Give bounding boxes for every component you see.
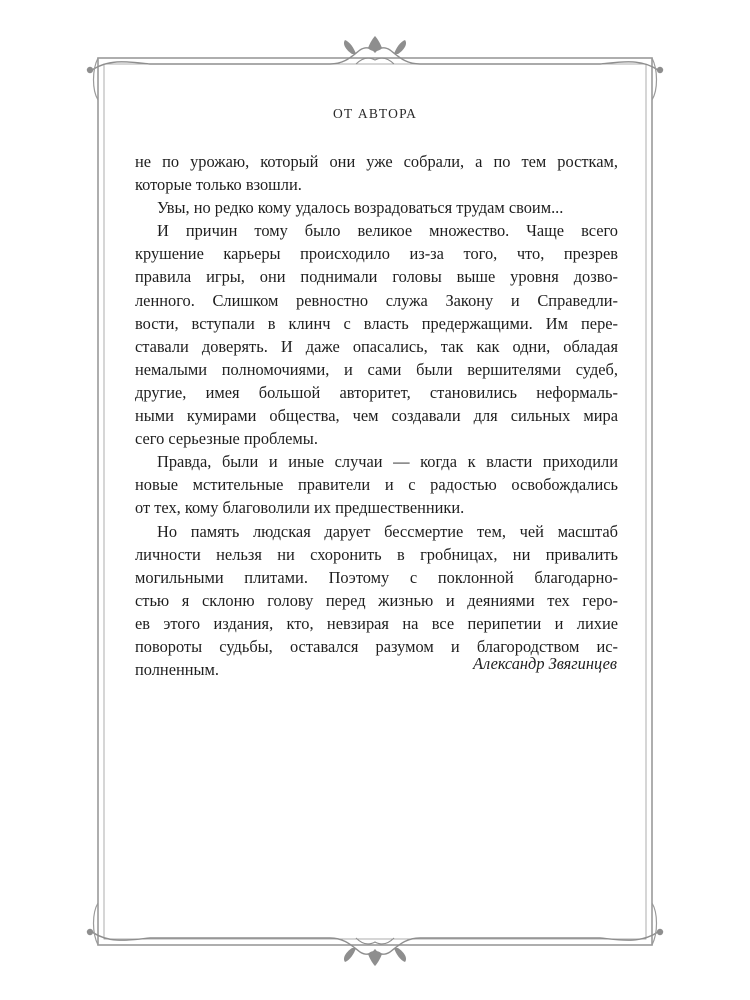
text-line: стью я склоню голову перед жизнью и деяниями тех геро- (135, 590, 618, 610)
text-line: ленного. Слишком ревностно служа Закону и Справедли- (135, 290, 618, 310)
text-line: Правда, были и иные случаи — когда к власти приходили (157, 452, 618, 472)
text-line: могильными плитами. Поэтому с поклонной благодарно- (135, 567, 618, 587)
paragraph-1 (135, 150, 618, 196)
text-line: повороты судьбы, оставался разумом и благородством ис- (135, 636, 618, 656)
text-line: немалыми полномочиями, и сами были вершителями судеб, (135, 359, 618, 379)
text-line: другие, имея большой авторитет, становились неформаль- (135, 382, 618, 402)
text-line: вости, вступали в клинч с власть предержащими. Им пере- (135, 313, 618, 333)
text-line: правила игры, они поднимали головы выше уровня дозво- (135, 267, 618, 287)
text-line: ными кумирами общества, чем создавали для сильных мира (135, 406, 618, 426)
running-title: ОТ АВТОРА (332, 106, 418, 121)
text-line: Но память людская дарует бессмертие тем, чей масштаб (157, 521, 618, 541)
text-line: от тех, кому благоволили их предшественники. (135, 498, 465, 518)
paragraph-4 (135, 450, 618, 519)
paragraph-3 (135, 219, 618, 450)
text-line: которые только взошли. (135, 175, 302, 195)
text-line: Увы, но редко кому удалось возрадоваться трудам своим... (157, 198, 564, 218)
bottom-ornament (87, 929, 663, 966)
text-line: крушение карьеры происходило из-за того, что, презрев (135, 244, 618, 264)
text-line: ев этого издания, кто, невзирая на все перипетии и лихие (135, 613, 618, 633)
paragraph-2 (135, 196, 618, 219)
top-ornament (87, 36, 663, 73)
text-line: личности нельзя ни схоронить в гробницах, ни привалить (135, 544, 618, 564)
text-line: полненным. (135, 660, 220, 680)
text-line: новые мстительные правители и с радостью освобождались (135, 475, 618, 495)
text-line: ставали доверять. И даже опасались, так как одни, обладая (135, 336, 618, 356)
author-signature: Александр Звягинцев (473, 654, 617, 673)
text-line: сего серьезные проблемы. (135, 429, 318, 449)
body-text (135, 150, 618, 681)
text-line: И причин тому было великое множество. Чаще всего (157, 221, 618, 241)
text-line: не по урожаю, который они уже собрали, а по тем росткам, (135, 152, 618, 171)
